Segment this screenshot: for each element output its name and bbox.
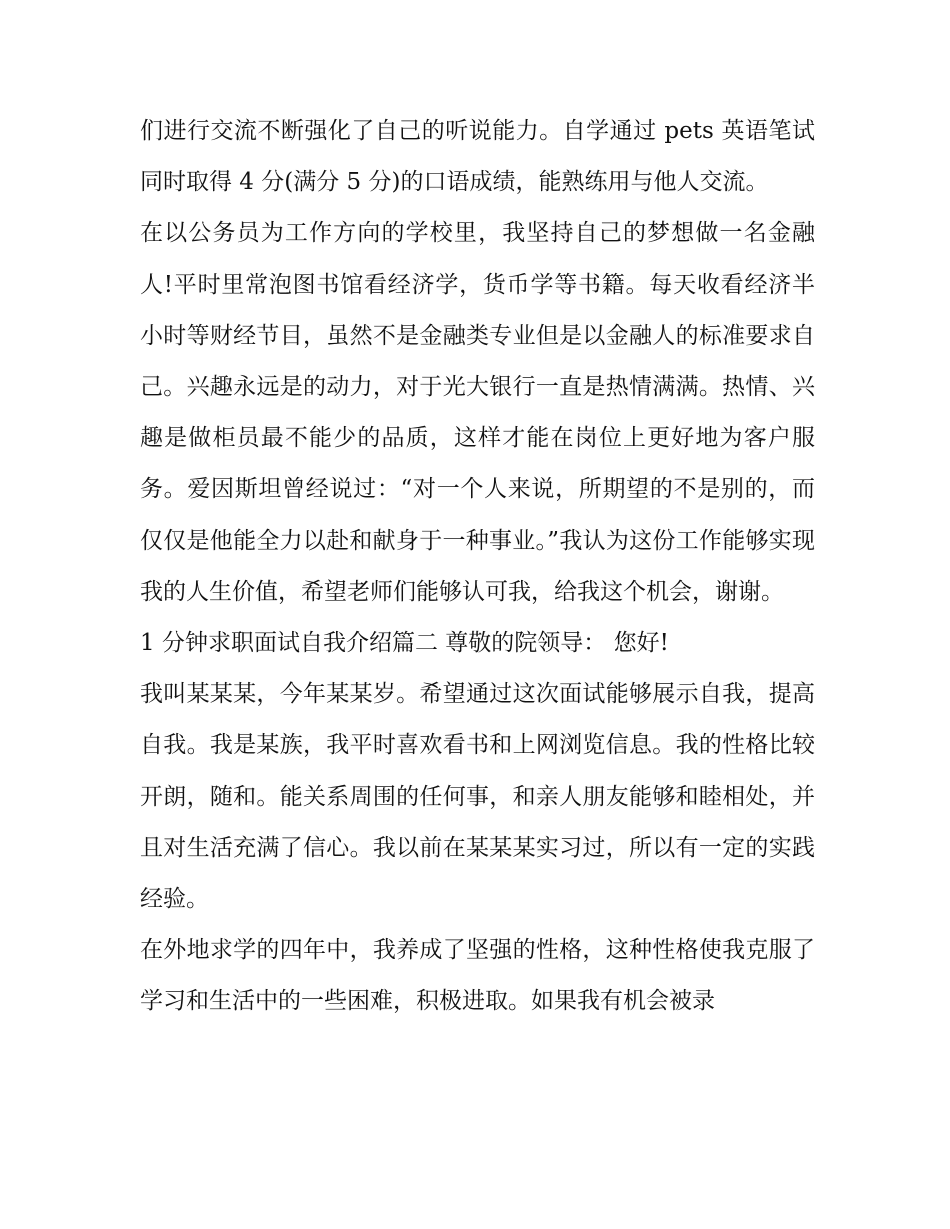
- paragraph-listening-skills: 们进行交流不断强化了自己的听说能力。自学通过 pets 英语笔试同时取得 4 分(满分 5 分)的口语成绩，能熟练用与他人交流。: [140, 118, 815, 196]
- paragraph-study-experience: 在外地求学的四年中，我养成了坚强的性格，这种性格使我克服了学习和生活中的一些困难，积极进取。如果我有机会被录: [140, 937, 815, 1015]
- paragraph-finance-dream: 在以公务员为工作方向的学校里，我坚持自己的梦想做一名金融人!平时里常泡图书馆看经济学，货币学等书籍。每天收看经济半小时等财经节目，虽然不是金融类专业但是以金融人的标准要求自己。兴趣永远是的动力，对于光大银行一直是热情满满。热情、兴趣是做柜员最不能少的品质，这样才能在岗位上更好地为客户服务。爱因斯坦曾经说过：“对一个人来说，所期望的不是别的，而仅仅是他能全力以赴和献身于一种事业。”我认为这份工作能够实现我的人生价值，希望老师们能够认可我，给我这个机会，谢谢。: [140, 220, 815, 605]
- section-heading-intro-two: 1 分钟求职面试自我介绍篇二 尊敬的院领导： 您好!: [140, 630, 669, 657]
- paragraph-self-introduction: 我叫某某某，今年某某岁。希望通过这次面试能够展示自我，提高自我。我是某族，我平时喜欢看书和上网浏览信息。我的性格比较开朗，随和。能关系周围的任何事，和亲人朋友能够和睦相处，并且对生活充满了信心。我以前在某某某实习过，所以有一定的实践经验。: [140, 681, 815, 913]
- document-body: [140, 106, 815, 1028]
